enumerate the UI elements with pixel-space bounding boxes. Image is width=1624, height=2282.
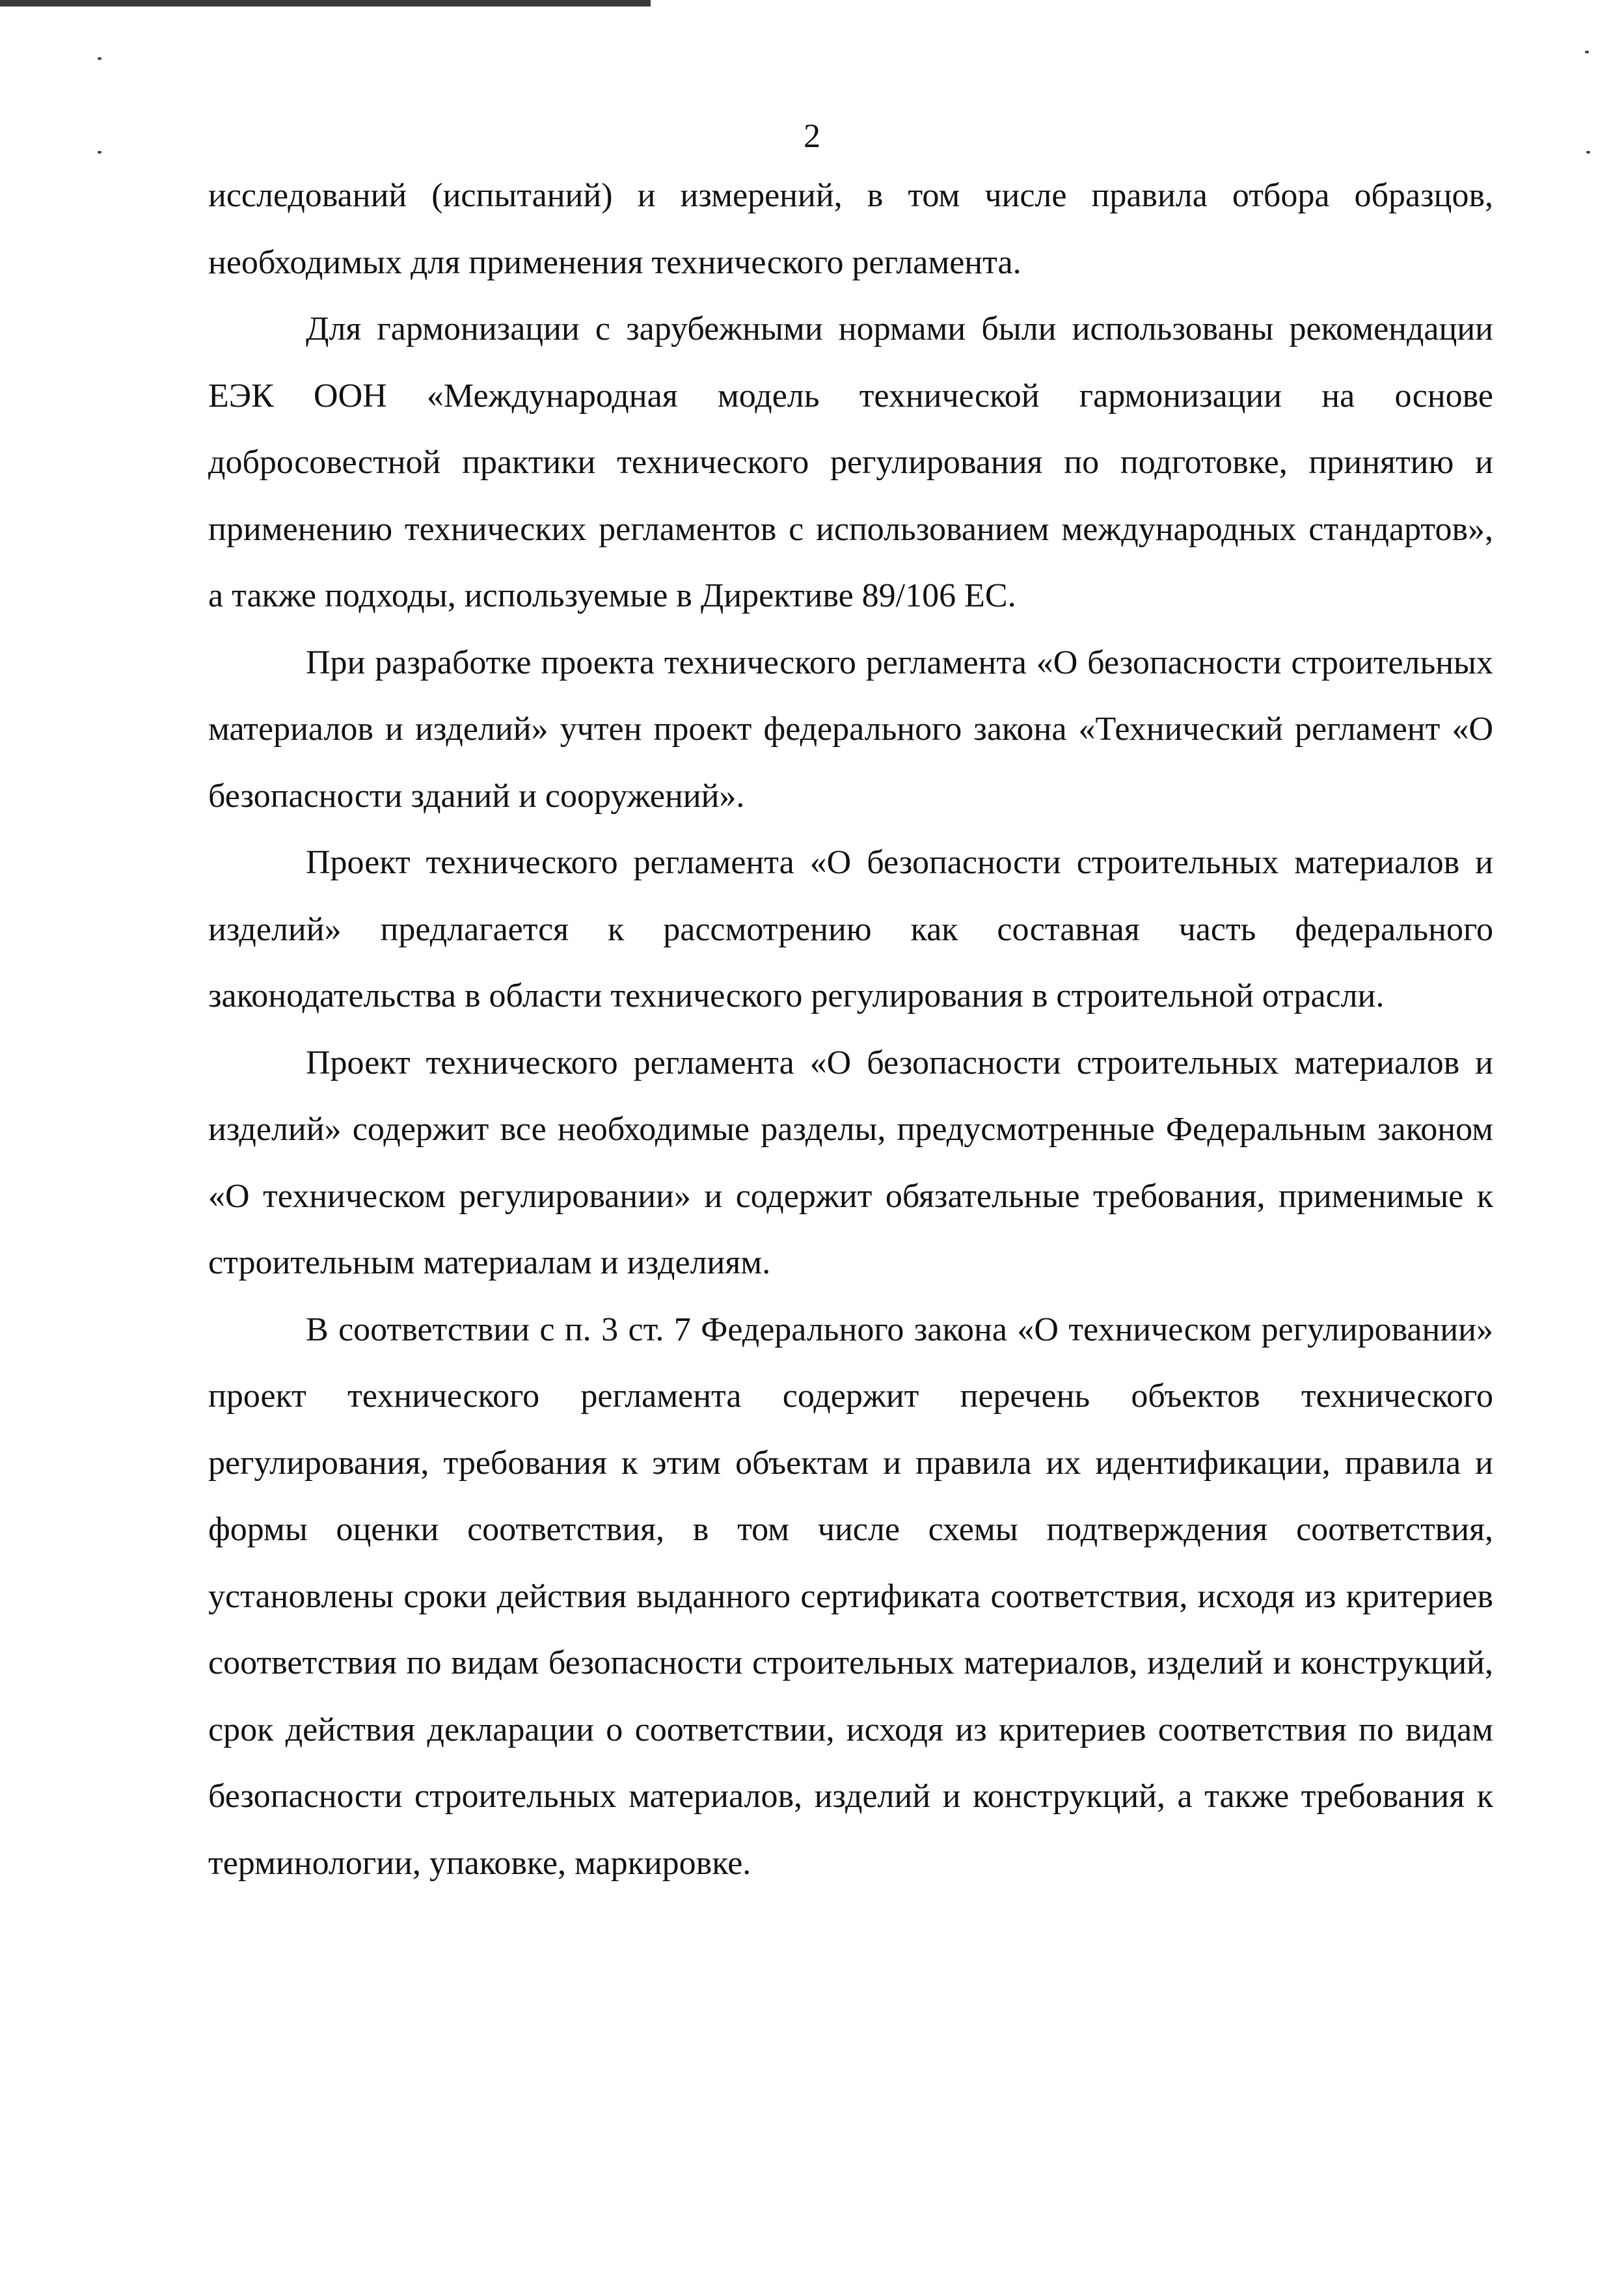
scan-speck [1585, 51, 1589, 53]
paragraph-5: Проект технического регламента «О безопасности строительных материалов и изделий» содержит все необходимые разделы, предусмотренные Федеральным законом «О техническом регулировании» и содержит обязательные требования, применимые к строительным материалам и изделиям. [208, 1044, 1493, 1281]
page-number: 2 [804, 118, 820, 155]
scan-speck [98, 57, 102, 60]
scan-edge-artifact [0, 0, 651, 7]
paragraph-2: Для гармонизации с зарубежными нормами были использованы рекомендации ЕЭК ООН «Международная модель технической гармонизации на основе добросовестной практики технического регулирования по подготовке, принятию и применению технических регламентов с использованием международных стандартов», а также подходы, используемые в Директиве 89/106 ЕС. [208, 310, 1493, 614]
paragraph-6: В соответствии с п. 3 ст. 7 Федерального закона «О техническом регулировании» проект технического регламента содержит перечень объектов технического регулирования, требования к этим объектам и правила их идентификации, правила и формы оценки соответствия, в том числе схемы подтверждения соответствия, установлены сроки действия выданного сертификата соответствия, исходя из критериев соответствия по видам безопасности строительных материалов, изделий и конструкций, срок действия декларации о соответствии, исходя из критериев соответствия по видам безопасности строительных материалов, изделий и конструкций, а также требования к терминологии, упаковке, маркировке. [208, 1311, 1493, 1882]
document-body [208, 163, 1493, 1897]
paragraph-3: При разработке проекта технического регламента «О безопасности строительных материалов и изделий» учтен проект федерального закона «Технический регламент «О безопасности зданий и сооружений». [208, 644, 1493, 815]
paragraph-1: исследований (испытаний) и измерений, в том числе правила отбора образцов, необходимых для применения технического регламента. [208, 177, 1493, 281]
paragraph-4: Проект технического регламента «О безопасности строительных материалов и изделий» предлагается к рассмотрению как составная часть федерального законодательства в области технического регулирования в строительной отрасли. [208, 844, 1493, 1014]
